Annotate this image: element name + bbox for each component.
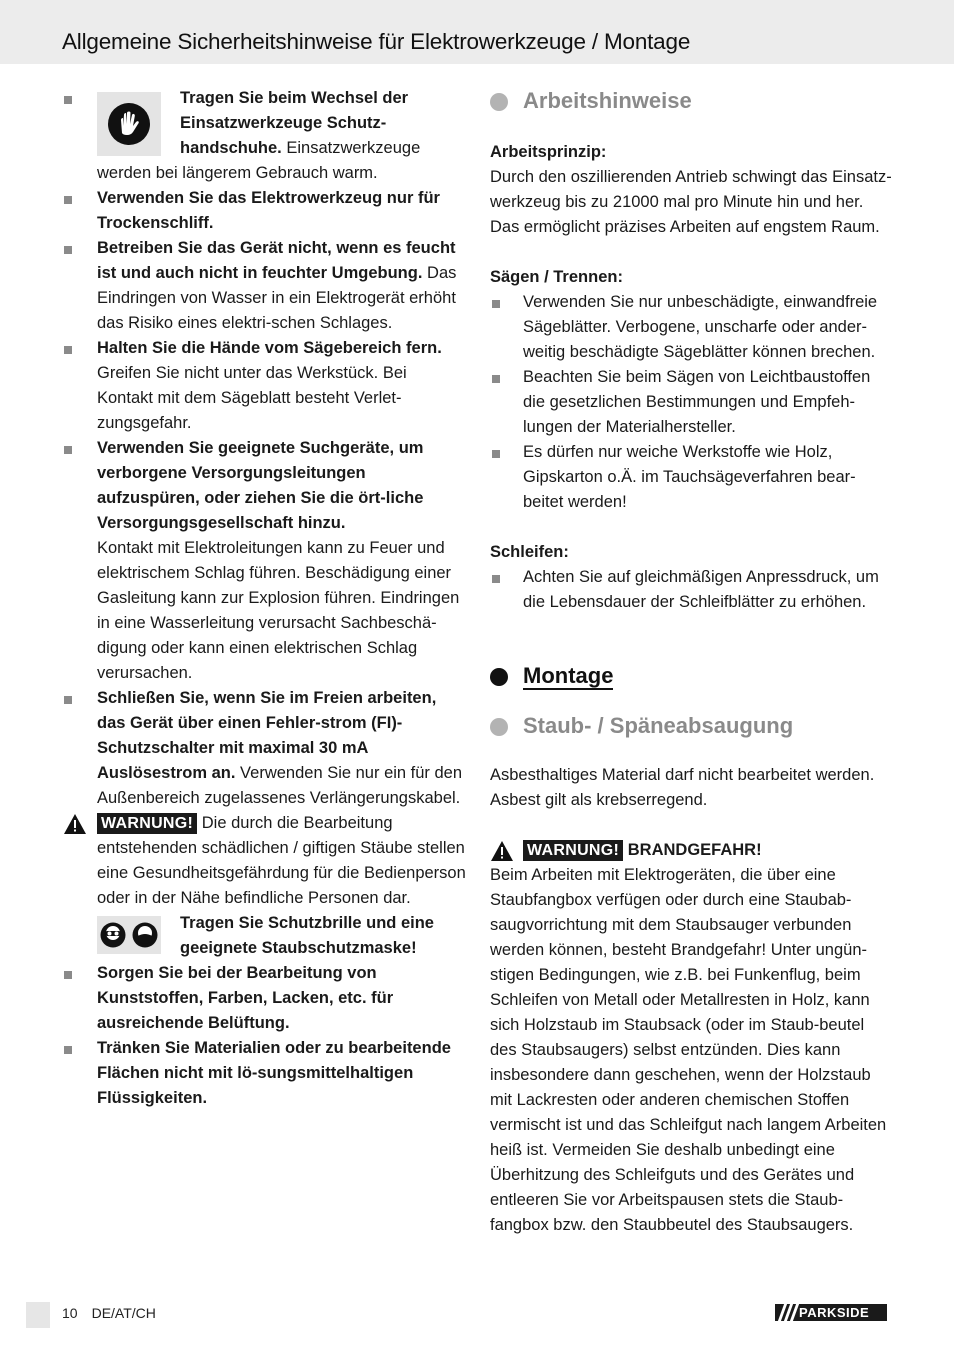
section-arbeitshinweise [490,86,894,116]
list-item [62,186,466,236]
gloves-bold-1: Tragen Sie beim Wechsel der [180,89,409,107]
left-column [62,86,466,1111]
brand-stripes-icon [775,1304,799,1321]
section-title: Staub- / Späneabsaugung [523,713,794,738]
warning-badge: WARNUNG! [97,813,197,834]
gloves-instruction [62,86,466,161]
list-item [62,436,466,686]
item-bold: Verwenden Sie das Elektrowerkzeug nur für Trockenschliff. [97,189,440,232]
item-text: Greifen Sie nicht unter das Werkstück. Bei Kontakt mit dem Sägeblatt besteht Verlet-zungsgefahr. [97,364,407,432]
list-item: Verwenden Sie nur unbeschädigte, einwandfreie Sägeblätter. Verbogene, unscharfe oder ander-weitig beschädigte Sägeblätter können brechen. [490,290,894,365]
list-item: Achten Sie auf gleichmäßigen Anpressdruck, um die Lebensdauer der Schleifblätter zu erhöhen. [490,565,894,615]
subhead-schleifen: Schleifen: [490,543,569,561]
gloves-icon [97,92,161,156]
subhead-saegen: Sägen / Trennen: [490,268,623,286]
item-text: Das Eindringen von Wasser in ein Elektrogerät erhöht das Risiko eines elektri-schen Schlages. [97,264,457,332]
gloves-normal: Einsatzwerkzeuge [281,139,421,157]
subhead-arbeitsprinzip: Arbeitsprinzip: [490,143,607,161]
fire-warning-head [490,838,894,863]
warning-triangle-icon [491,841,513,869]
arbeitsprinzip-text: Durch den oszillierenden Antrieb schwingt das Einsatz-werkzeug bis zu 21000 mal pro Minute hin und her. Das ermöglicht präzises Arbeiten auf engstem Raum. [490,168,892,236]
fire-hazard-label: BRANDGEFAHR! [623,841,762,859]
gloves-bold-3: handschuhe. [180,139,282,157]
section-bullet-icon [490,93,508,111]
item-bold: Betreiben Sie das Gerät nicht, wenn es feucht ist und auch nicht in feuchter Umgebung. [97,239,456,282]
goggles-icon [100,922,126,948]
section-montage [490,661,894,691]
dust-warning [62,811,466,911]
list-item: Es dürfen nur weiche Werkstoffe wie Holz, Gipskarton o.Ä. im Tauchsägeverfahren bear-beitet werden! [490,440,894,515]
footer-info [62,1305,156,1321]
dust-mask-icon [132,922,158,948]
goggles-bold: Tragen Sie Schutzbrille und eine geeignete Staubschutzmaske! [180,914,434,957]
right-column [490,86,894,1238]
brand-name: PARKSIDE [799,1305,870,1320]
list-item [62,1036,466,1111]
section-staub [490,711,894,741]
section-title: Arbeitshinweise [523,88,692,113]
list-item [62,961,466,1036]
goggles-instruction [62,911,466,961]
gloves-cont: werden bei längerem Gebrauch warm. [97,164,378,182]
list-item [62,236,466,336]
item-bold: Tränken Sie Materialien oder zu bearbeitende Flächen nicht mit lö-sungsmittelhaltigen Flüssigkeiten. [97,1039,451,1107]
item-bold: Schließen Sie, wenn Sie im Freien arbeiten, das Gerät über einen Fehler-strom (FI)-Schutzschalter mit maximal 30 mA Auslösestrom an. [97,689,437,782]
item-text: Verwenden Sie nur ein für den Außenbereich zugelassenes Verlängerungskabel. [97,764,463,807]
goggles-mask-icons [97,916,161,954]
list-item [62,336,466,436]
warning-badge: WARNUNG! [523,840,623,861]
page-number: 10 [62,1305,78,1321]
list-item: Beachten Sie beim Sägen von Leichtbaustoffen die gesetzlichen Bestimmungen und Empfeh-lungen der Materialhersteller. [490,365,894,440]
fire-warning-text: Beim Arbeiten mit Elektrogeräten, die über eine Staubfangbox verfügen oder durch eine Staubab-saugvorrichtung mit dem Staubsauger verbunden werden können, besteht Brandgefahr! Unter ungün-stigen Bedingungen, wie z.B. bei Funkenflug, beim Schleifen von Metall oder Metallresten in Holz, kann sich Holzstaub im Staubsack (oder im Staub-beutel des Staubsaugers) selbst entzünden. Dies kann insbesondere dann geschehen, wenn der Holzstaub mit Lackresten oder anderen chemischen Stoffen vermischt ist und das Schleifgut nach langem Arbeiten heiß ist. Vermeiden Sie deshalb unbedingt eine Überhitzung des Schleifguts und des Gerätes und entleeren Sie vor Arbeitspausen stets die Staub-fangbox bzw. den Staubbeutel des Staubsaugers. [490,866,887,1234]
item-bold: Verwenden Sie geeignete Suchgeräte, um verborgene Versorgungsleitungen aufzuspüren, oder ziehen Sie die ört-liche Versorgungsgesellschaft hinzu. [97,439,424,532]
item-bold: Sorgen Sie bei der Bearbeitung von Kunststoffen, Farben, Lacken, etc. für ausreichende Belüftung. [97,964,394,1032]
page-title: Allgemeine Sicherheitshinweise für Elektrowerkzeuge / Montage [62,29,691,54]
warning-triangle-icon [64,814,86,842]
staub-text: Asbesthaltiges Material darf nicht bearbeitet werden. Asbest gilt als krebserregend. [490,766,875,809]
region-code: DE/AT/CH [91,1305,156,1321]
brand-logo [775,1304,887,1321]
item-bold: Halten Sie die Hände vom Sägebereich fern. [97,339,442,357]
warning-text: Die durch die Bearbeitung entstehenden schädlichen / giftigen Stäube stellen eine Gesundheitsgefährdung für die Bedienperson oder in der Nähe befindliche Personen dar. [97,814,466,907]
section-bullet-icon [490,718,508,736]
item-text: Kontakt mit Elektroleitungen kann zu Feuer und elektrischem Schlag führen. Beschädigung einer Gasleitung kann zur Explosion führen. Eindringen in eine Wasserleitung verursacht Sachbeschä-digung oder kann einen elektrischen Schlag verursachen. [97,539,460,682]
gloves-bold-2: Einsatzwerkzeuge Schutz- [180,114,387,132]
footer-marker [26,1302,50,1328]
list-item [62,686,466,811]
section-bullet-icon [490,668,508,686]
section-title: Montage [523,663,614,688]
